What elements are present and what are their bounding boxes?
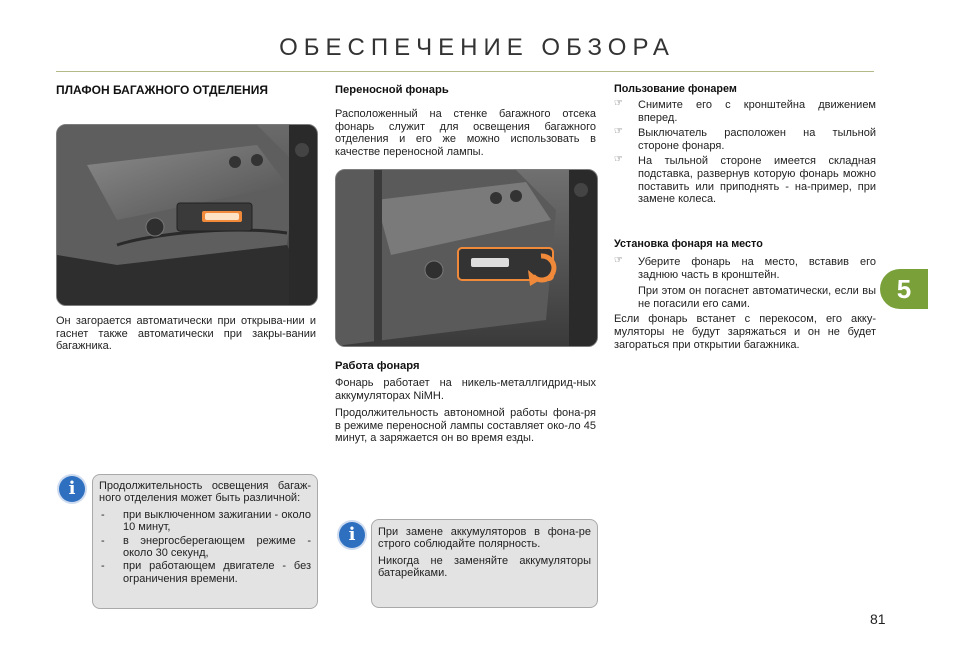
info-icon: i bbox=[339, 522, 365, 548]
hand-pointer-icon: ☞ bbox=[614, 98, 623, 109]
portable-lamp-photo bbox=[335, 169, 598, 347]
hand-pointer-icon: ☞ bbox=[614, 126, 623, 138]
list-item: ☞ Уберите фонарь на место, вставив его заднюю часть в кронштейн. bbox=[614, 255, 876, 281]
duration-list bbox=[99, 509, 311, 585]
battery-polarity-note: При замене аккумуляторов в фона-ре строго соблюдайте полярность. bbox=[378, 526, 591, 551]
lamp-install-list bbox=[614, 256, 876, 310]
lamp-autonomy: Продолжительность автономной работы фона-ря в режиме переносной лампы составляет око-ло 45 минут, а заряжается он во время езды. bbox=[335, 407, 596, 445]
lamp-install-instructions bbox=[614, 256, 876, 356]
lamp-use-list bbox=[614, 99, 876, 206]
lamp-misalignment-note: Если фонарь встанет с перекосом, его акку-муляторы не будут заряжаться и он не будет загораться при открытии багажника. bbox=[614, 313, 876, 351]
lamp-battery-type: Фонарь работает на никель-металлгидрид-ных аккумуляторах NiMH. bbox=[335, 377, 596, 402]
section-heading-trunk-light: ПЛАФОН БАГАЖНОГО ОТДЕЛЕНИЯ bbox=[56, 83, 268, 97]
page-title: ОБЕСПЕЧЕНИЕ ОБЗОРА bbox=[279, 34, 675, 61]
list-item-followup: При этом он погаснет автоматически, если вы не погасили его сами. bbox=[638, 285, 876, 310]
portable-lamp-description: Расположенный на стенке багажного отсека фонарь служит для освещения багажного отделения и его же можно использовать в качестве переносной лампы. bbox=[335, 108, 596, 158]
hand-pointer-icon: ☞ bbox=[614, 255, 623, 266]
list-item: - в энергосберегающем режиме - около 30 секунд, bbox=[101, 534, 311, 560]
lamp-operation-text bbox=[335, 377, 596, 450]
list-item: ☞ Выключатель расположен на тыльной стороне фонаря. bbox=[614, 126, 876, 152]
trunk-light-photo bbox=[56, 124, 318, 306]
section-heading-lamp-operation: Работа фонаря bbox=[335, 360, 420, 372]
info-note-light-duration bbox=[92, 474, 318, 609]
title-divider bbox=[56, 71, 874, 72]
lamp-use-instructions bbox=[614, 99, 876, 209]
page-number: 81 bbox=[870, 611, 886, 627]
chapter-number: 5 bbox=[896, 274, 912, 304]
hand-pointer-icon: ☞ bbox=[614, 154, 623, 166]
trunk-light-description: Он загорается автоматически при открыва-нии и гаснет также автоматически при закры-вании багажника. bbox=[56, 315, 316, 353]
list-item: - при выключенном зажигании - около 10 минут, bbox=[101, 508, 311, 534]
trunk-interior-illustration bbox=[57, 125, 317, 305]
battery-warning-note: Никогда не заменяйте аккумуляторы батарейками. bbox=[378, 554, 591, 580]
info-icon: i bbox=[59, 476, 85, 502]
info-note-batteries bbox=[371, 519, 598, 608]
section-heading-portable-lamp: Переносной фонарь bbox=[335, 84, 449, 96]
portable-lamp-illustration bbox=[336, 170, 597, 346]
section-heading-lamp-use: Пользование фонарем bbox=[614, 83, 737, 95]
list-item: ☞ Снимите его с кронштейна движением вперед. bbox=[614, 98, 876, 124]
list-item: - при работающем двигателе - без ограничения времени. bbox=[101, 560, 311, 585]
info-note-intro: Продолжительность освещения багаж-ного отделения может быть различной: bbox=[99, 480, 311, 505]
list-item: ☞ На тыльной стороне имеется складная подставка, развернув которую фонарь можно поставить или приподнять - на-пример, при замене колеса. bbox=[614, 154, 876, 206]
section-heading-lamp-install: Установка фонаря на место bbox=[614, 238, 763, 250]
